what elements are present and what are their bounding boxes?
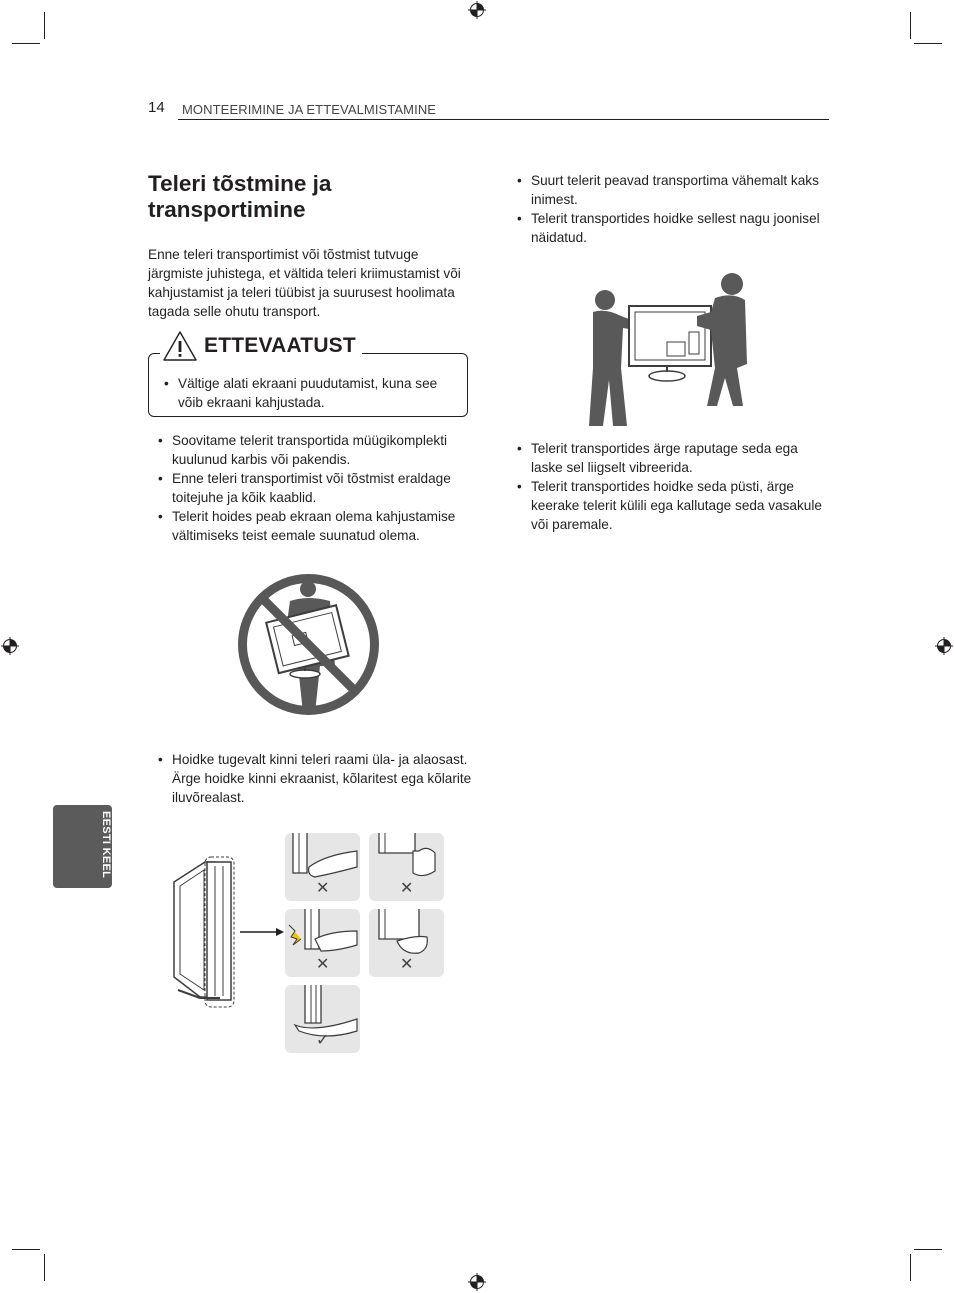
- language-tab: [53, 805, 112, 888]
- list-item: • Hoidke tugevalt kinni teleri raami üla- ja alaosast. Ärge hoidke kinni ekraanist, kõlaritest ega kõlarite iluvõrealast.: [150, 750, 475, 807]
- registration-mark-icon: [935, 637, 953, 655]
- grip-incorrect-mark: ✕: [316, 880, 330, 897]
- grip-example: [285, 909, 360, 977]
- page-title: Teleri tõstmine ja transportimine: [148, 171, 332, 222]
- running-header: MONTEERIMINE JA ETTEVALMISTAMINE: [182, 102, 437, 117]
- crop-mark: [914, 43, 942, 44]
- grip-example: [285, 985, 360, 1053]
- grip-incorrect-mark: ✕: [316, 956, 330, 973]
- crop-mark: [914, 1249, 942, 1250]
- tv-side-view-illustration: [160, 852, 285, 1012]
- bullet-list: [509, 439, 829, 534]
- list-item: • Telerit transportides hoidke seda püsti, ärge keerake telerit külili ega kallutage seda vasakule või paremale.: [509, 477, 829, 534]
- crop-mark: [910, 12, 911, 39]
- crop-mark: [12, 43, 40, 44]
- registration-mark-icon: [468, 1, 486, 19]
- grip-example: [369, 909, 444, 977]
- grip-example: [285, 833, 360, 901]
- list-item: • Telerit transportides ärge raputage seda ega laske sel liigselt vibreerida.: [509, 439, 829, 477]
- caution-list: [156, 374, 461, 412]
- list-item: • Enne teleri transportimist või tõstmist eraldage toitejuhe ja kõik kaablid.: [150, 469, 475, 507]
- grip-correct-mark: ✓: [316, 1032, 330, 1049]
- list-item: • Telerit transportides hoidke sellest nagu joonisel näidatud.: [509, 209, 829, 247]
- header-rule: [178, 119, 829, 120]
- grip-incorrect-mark: ✕: [400, 880, 414, 897]
- registration-mark-icon: [468, 1273, 486, 1291]
- grip-example: [369, 833, 444, 901]
- crop-mark: [12, 1249, 40, 1250]
- crop-mark: [44, 12, 45, 39]
- page-number: 14: [148, 99, 165, 116]
- bullet-list: [150, 431, 475, 545]
- warning-triangle-icon: [162, 330, 198, 362]
- bullet-list: [150, 750, 475, 807]
- caution-label: ETTEVAATUST: [204, 334, 356, 357]
- list-item: • Telerit hoides peab ekraan olema kahjustamise vältimiseks teist eemale suunatud olema.: [150, 507, 475, 545]
- bullet-list: [509, 171, 829, 247]
- two-person-carry-illustration: [585, 268, 750, 430]
- grip-incorrect-mark: ✕: [400, 956, 414, 973]
- crop-mark: [910, 1254, 911, 1281]
- language-tab-label: EESTI KEEL: [100, 811, 112, 879]
- list-item: • Soovitame telerit transportida müügikomplekti kuulunud karbis või pakendis.: [150, 431, 475, 469]
- list-item: • Suurt telerit peavad transportima vähemalt kaks inimest.: [509, 171, 829, 209]
- registration-mark-icon: [1, 637, 19, 655]
- crop-mark: [44, 1254, 45, 1281]
- intro-paragraph: Enne teleri transportimist või tõstmist tutvuge järgmiste juhistega, et vältida teleri kriimustamist või kahjustamist ja teleri tüübist ja suurusest hoolimata tagada selle ohutu transport.: [148, 247, 461, 319]
- prohibited-carry-illustration: [235, 571, 382, 718]
- caution-heading: [160, 329, 362, 363]
- list-item: • Vältige alati ekraani puudutamist, kuna see võib ekraani kahjustada.: [156, 374, 461, 412]
